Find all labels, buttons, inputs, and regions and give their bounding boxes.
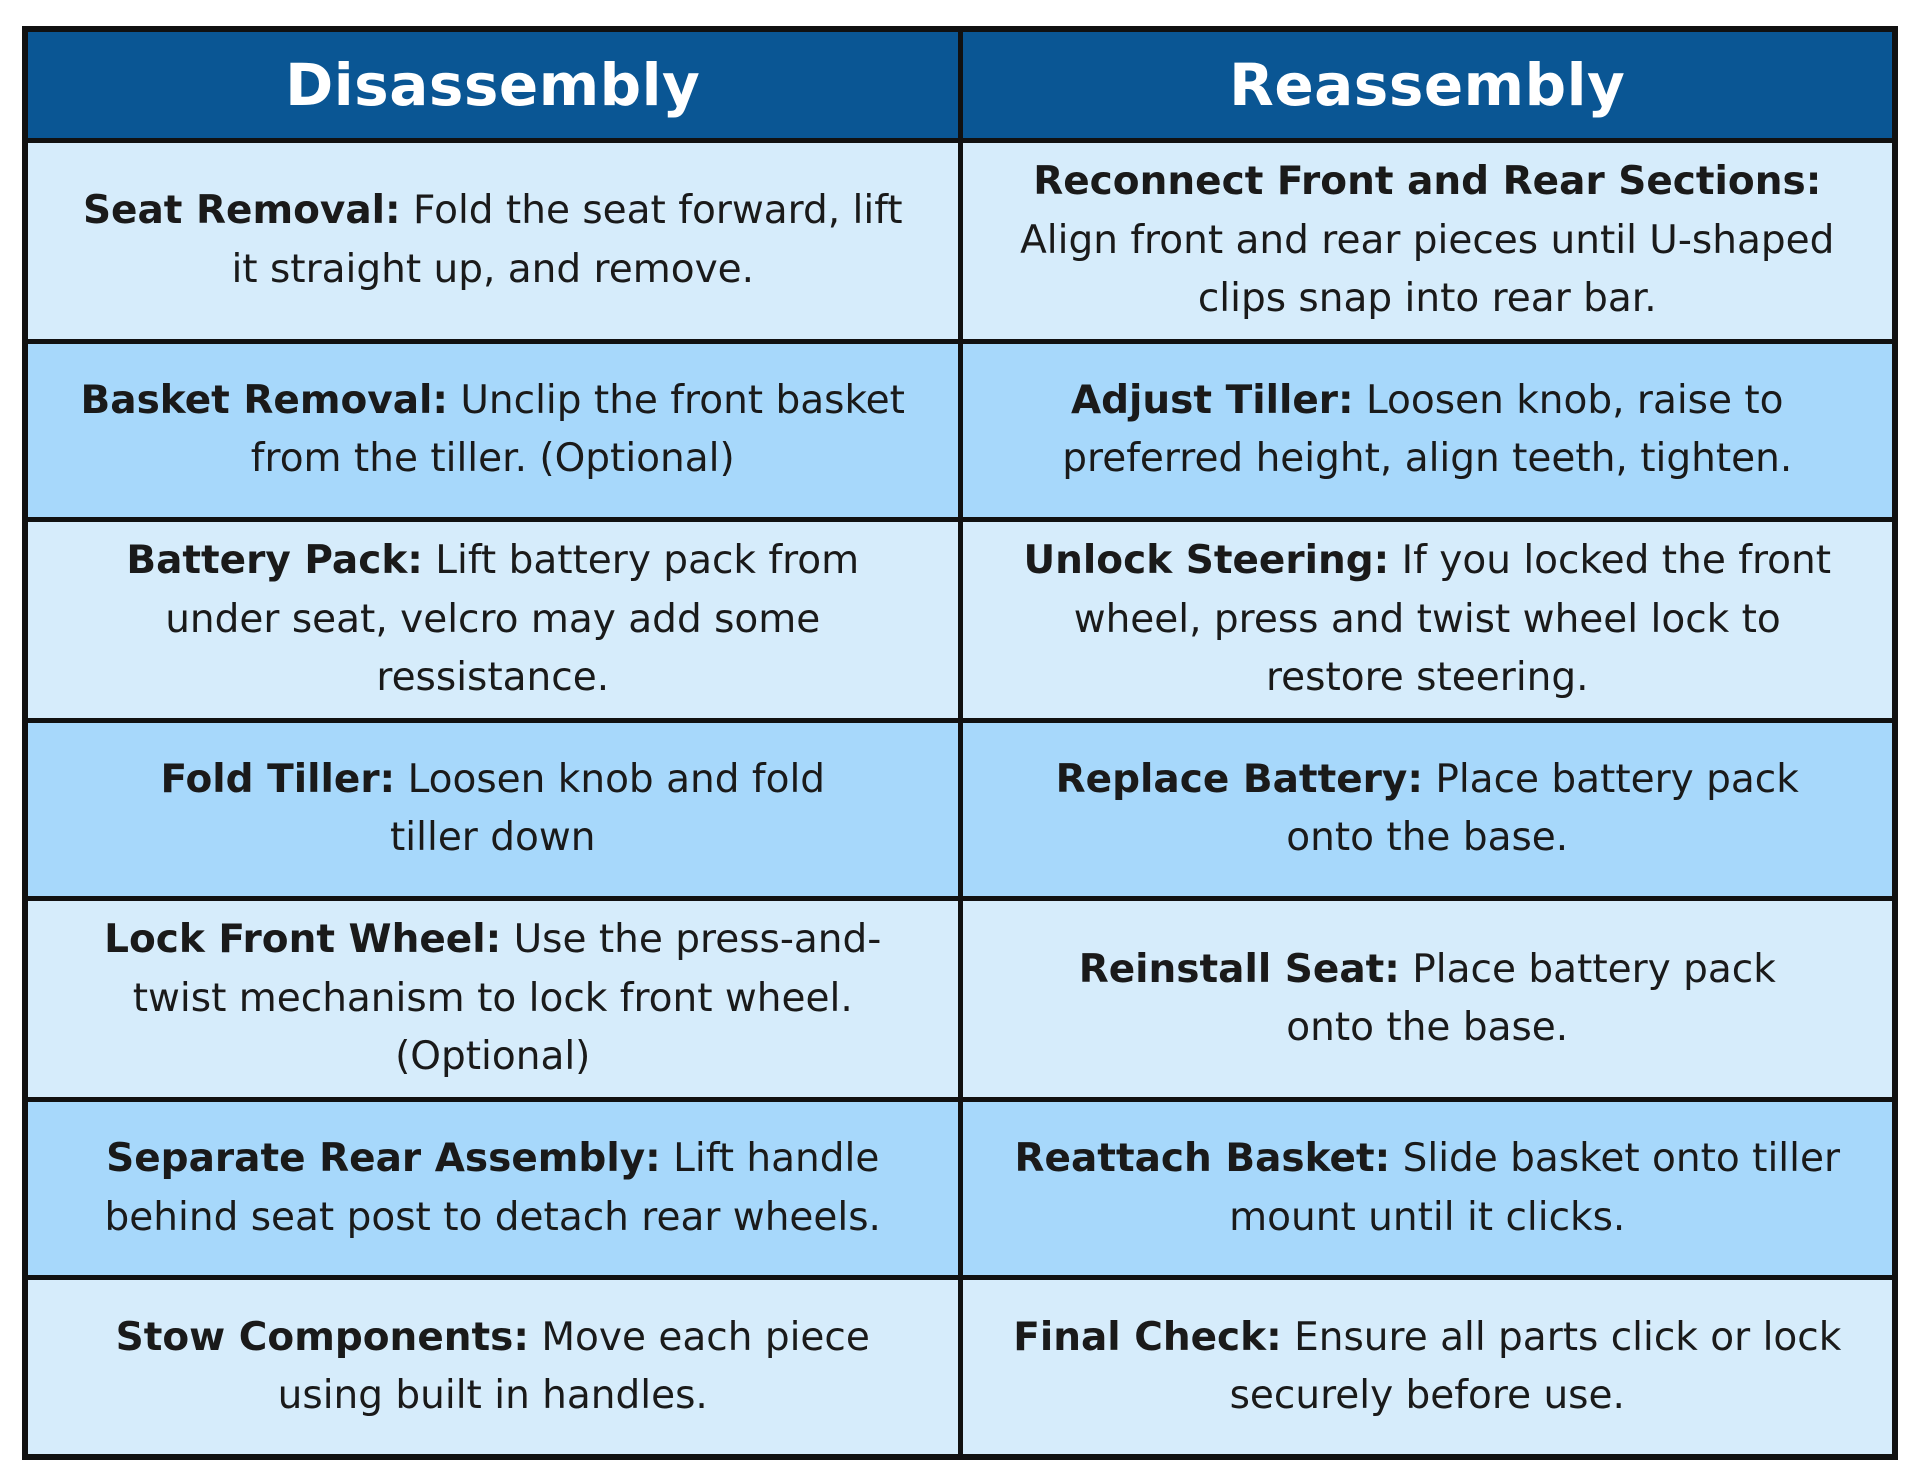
step-text: Lift handle behind seat post to detach rear wheels.	[104, 1136, 881, 1240]
step-label: Stow Components:	[115, 1314, 529, 1360]
disassembly-step-5	[28, 901, 958, 1097]
step-text: Unclip the front basket from the tiller. (Optional)	[250, 377, 905, 482]
disassembly-step-7	[28, 1280, 958, 1454]
reassembly-step-4	[963, 723, 1893, 897]
step-label: Seat Removal:	[82, 188, 401, 234]
step-label: Separate Rear Assembly:	[106, 1136, 661, 1182]
step-label: Lock Front Wheel:	[104, 917, 502, 963]
instructions-table	[22, 26, 1898, 1460]
step-label: Reconnect Front and Rear Sections:	[1033, 159, 1822, 204]
step-text: Lift battery pack from under seat, velcro may add some ressistance.	[165, 538, 860, 701]
disassembly-step-3	[28, 522, 958, 718]
disassembly-step-6	[28, 1102, 958, 1276]
step-label: Reinstall Seat:	[1078, 946, 1400, 992]
reassembly-step-7	[963, 1280, 1893, 1454]
step-label: Fold Tiller:	[160, 756, 396, 802]
step-text: Align front and rear pieces until U-shaped clips snap into rear bar.	[1020, 217, 1835, 321]
reassembly-step-5	[963, 901, 1893, 1097]
step-text: Loosen knob, raise to preferred height, align teeth, tighten.	[1062, 377, 1793, 482]
header-disassembly: Disassembly	[28, 32, 958, 138]
step-text: Use the press-and-twist mechanism to lock front wheel. (Optional)	[132, 917, 882, 1080]
step-label: Reattach Basket:	[1014, 1136, 1391, 1182]
reassembly-step-6	[963, 1102, 1893, 1276]
disassembly-step-1	[28, 143, 958, 339]
disassembly-step-4	[28, 723, 958, 897]
step-label: Unlock Steering:	[1023, 538, 1390, 584]
step-text: Fold the seat forward, lift it straight up, and remove.	[231, 188, 903, 292]
step-label: Basket Removal:	[80, 377, 448, 423]
step-label: Final Check:	[1013, 1314, 1282, 1360]
step-text: Place battery pack onto the base.	[1286, 946, 1776, 1050]
step-label: Battery Pack:	[126, 538, 423, 584]
header-reassembly: Reassembly	[963, 32, 1893, 138]
step-label: Replace Battery:	[1055, 756, 1423, 802]
reassembly-step-2	[963, 344, 1893, 518]
reassembly-step-1	[963, 143, 1893, 339]
step-text: Place battery pack onto the base.	[1286, 756, 1799, 861]
step-text: Loosen knob and fold tiller down	[390, 756, 826, 861]
step-text: Move each piece using built in handles.	[277, 1314, 870, 1419]
step-text: Slide basket onto tiller mount until it clicks.	[1229, 1136, 1840, 1240]
disassembly-step-2	[28, 344, 958, 518]
step-text: Ensure all parts click or lock securely before use.	[1229, 1314, 1842, 1419]
reassembly-step-3	[963, 522, 1893, 718]
step-text: If you locked the front wheel, press and twist wheel lock to restore steering.	[1073, 538, 1831, 701]
step-label: Adjust Tiller:	[1070, 377, 1354, 423]
